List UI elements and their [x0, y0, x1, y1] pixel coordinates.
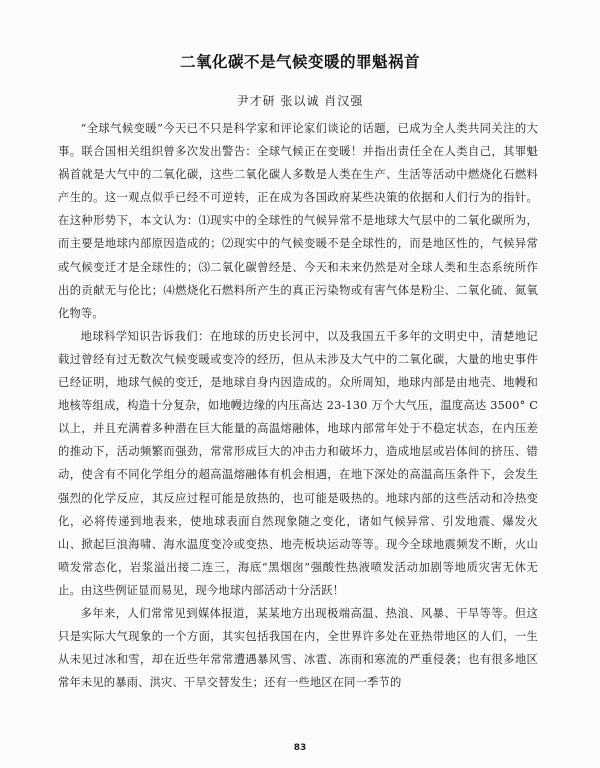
page-number: 83 — [293, 743, 307, 753]
paragraph-media-reports: 多年来，人们常常见到媒体报道，某某地方出现极端高温、热浪、风暴、干旱等等。但这只是实际大气现象的一个方面，其实包括我国在内，全世界许多处在亚热带地区的人们，一生从未见过冰和雪，却在近些年常常遭遇暴风雪、冰雹、冻雨和寒流的严重侵袭；也有很多地区常年未见的暴雨、洪灾、干旱交替发生；还有一些地区在同一季节的 — [58, 606, 538, 690]
article-body — [58, 117, 538, 694]
paragraph-intro: “全球气候变暖”今天已不只是科学家和评论家们谈论的话题，已成为全人类共同关注的大事。联合国相关组织曾多次发出警告：全球气候正在变暖！并指出责任全在人类自己，其罪魁祸首就是大气中的二氧化碳，这些二氧化碳人多数是人类在生产、生活等活动中燃烧化石燃料产生的。这一观点似乎已经不可逆转，正在成为各国政府某些决策的依据和人们行为的指针。在这种形势下，本文认为：⑴现实中的全球性的气候异常不是地球大气层中的二氧化碳所为，而主要是地球内部原因造成的；⑵现实中的气候变暖不是全球性的，而是地区性的，气候异常或气候变迁才是全球性的；⑶二氧化碳曾经是、今天和未来仍然是对全球人类和生态系统所作出的贡献无与伦比；⑷燃烧化石燃料所产生的真正污染物或有害气体是粉尘、二氧化硫、氮氧化物等。 — [58, 122, 538, 320]
paragraph-earth-science: 地球科学知识告诉我们：在地球的历史长河中，以及我国五千多年的文明史中，清楚地记载过曾经有过无数次气候变暖或变冷的经历，但从未涉及大气中的二氧化碳，大量的地史事件已经证明，地球气候的变迁，是地球自身内因造成的。众所周知，地球内部是由地壳、地幔和地核等组成，构造十分复杂，如地幔边缘的内压高达 23-130 万个大气压，温度高达 3500° C 以上，并且充满着多种潜在巨大能量的高温熔融体，地球内部常年处于不稳定状态，在内压差的推动下，活动频繁而强劲，常常形成巨大的冲击力和破坏力，造成地层或岩体间的挤压、错动，使含有不同化学组分的超高温熔融体有机会相遇，在地下深处的高温高压条件下，会发生强烈的化学反应，其反应过程可能是放热的，也可能是吸热的。地球内部的这些活动和冷热变化，必将传递到地表来，使地球表面自然现象随之变化，诸如气候异常、引发地震、爆发火山、掀起巨浪海啸、海水温度变冷或变热、地壳板块运动等等。现今全球地震频发不断，火山喷发常态化，岩浆溢出接二连三，海底“黑烟囱”强酸性热液喷发活动加剧等地质灾害无休无止。由这些例证显而易见，现今地球内部活动十分活跃！ — [58, 329, 538, 597]
article-authors: 尹才研 张以诚 肖汉强 — [236, 94, 364, 108]
article-title: 二氧化碳不是气候变暖的罪魁祸首 — [179, 53, 420, 71]
